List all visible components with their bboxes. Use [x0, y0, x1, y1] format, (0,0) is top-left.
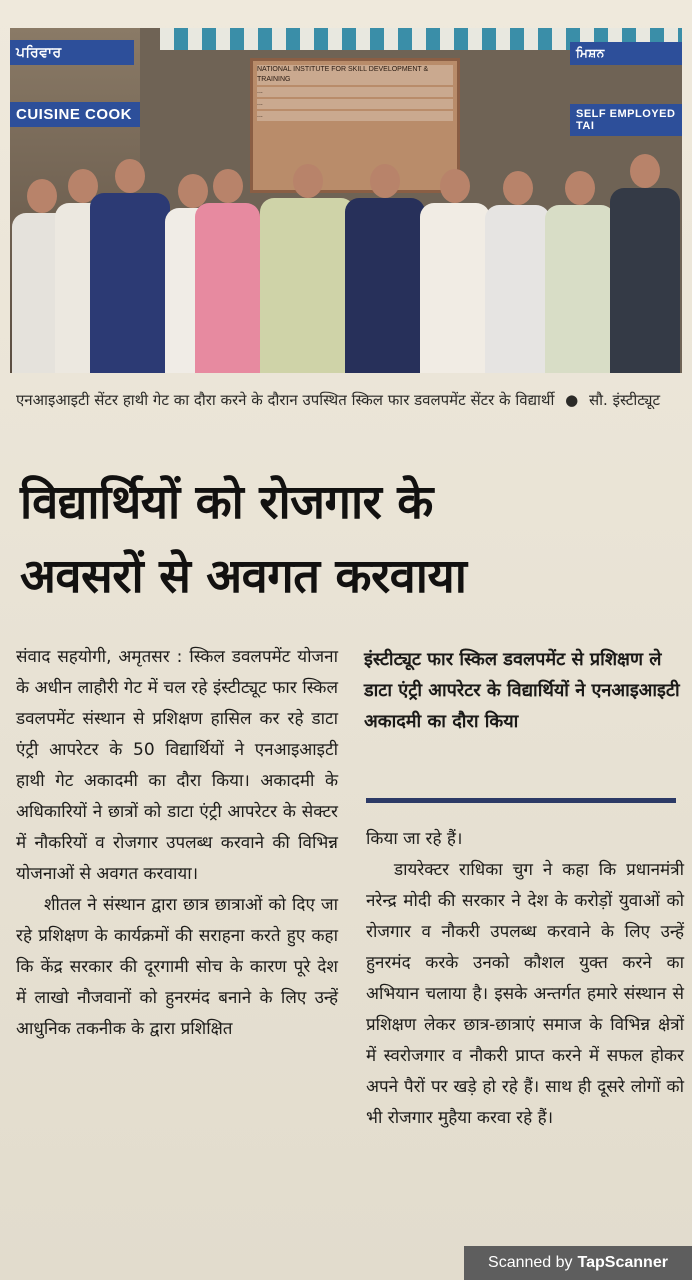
divider — [366, 798, 676, 803]
photo-group-of-students — [10, 143, 682, 373]
headline-line: विद्यार्थियों को रोजगार के — [20, 475, 433, 530]
watermark-prefix: Scanned by — [488, 1254, 573, 1271]
article-paragraph: किया जा रहे हैं। — [366, 829, 463, 849]
photo-sign: SELF EMPLOYED TAI — [570, 104, 682, 136]
headline — [20, 466, 680, 614]
photo-sign: ਮਿਸ਼ਨ — [570, 42, 682, 65]
board-line: ... — [257, 111, 453, 121]
photo-sign: ਪਰਿਵਾਰ — [10, 40, 134, 65]
article-paragraph: संवाद सहयोगी, अमृतसर : स्किल डवलपमेंट योजना के अधीन लाहौरी गेट में चल रहे इंस्टीट्यूट फार स्किल डवलपमेंट संस्थान से प्रशिक्षण हासिल कर रहे डाटा एंट्री आपरेटर के 50 विद्यार्थियों ने एनआइआइटी हाथी गेट अकादमी का दौरा किया। अकादमी के अधिकारियों ने छात्रों को डाटा एंट्री आपरेटर के सेक्टर में नौकरियों व रोजगार उपलब्ध करवाने की विभिन्न योजनाओं से अवगत करवाया। — [16, 647, 338, 884]
article-paragraph: डायरेक्टर राधिका चुग ने कहा कि प्रधानमंत्री नरेन्द्र मोदी की सरकार ने देश के करोड़ों युवाओं को रोजगार व नौकरी उपलब्ध करवाने के लिए उन्हें हुनरमंद करके उनको कौशल युक्त करने का अभियान चलाया है। इसके अन्तर्गत हमारे संस्थान से प्रशिक्षण लेकर छात्र-छात्राएं समाज के विभिन्न क्षेत्रों में स्वरोजगार व नौकरी प्राप्त करने में सफल होकर अपने पैरों पर खड़े हो रहे हैं। साथ ही दूसरे लोगों को भी रोजगार मुहैया करवा रहे हैं। — [366, 860, 684, 1128]
watermark-brand: TapScanner — [577, 1254, 668, 1271]
bullet-icon: ● — [565, 391, 579, 409]
pull-quote: इंस्टीट्यूट फार स्किल डवलपमेंट से प्रशिक्षण ले डाटा एंट्री आपरेटर के विद्यार्थियों ने एनआइआइटी अकादमी का दौरा किया — [364, 649, 680, 732]
board-line: NATIONAL INSTITUTE FOR SKILL DEVELOPMENT & TRAINING — [257, 65, 453, 85]
caption-text: एनआइआइटी सेंटर हाथी गेट का दौरा करने के दौरान उपस्थित स्किल फार डवलपमेंट सेंटर के विद्यार्थी — [16, 391, 555, 409]
board-line: ... — [257, 99, 453, 109]
photo-credit: सौ. इंस्टीट्यूट — [589, 391, 661, 409]
article-column-left — [16, 642, 338, 1045]
article-paragraph: शीतल ने संस्थान द्वारा छात्र छात्राओं को दिए जा रहे प्रशिक्षण के कार्यक्रमों की सराहना करते हुए कहा कि केंद्र सरकार की दूरगामी सोच के कारण पूरे देश में लाखो नौजवानों को हुनरमंद बनाने के लिए उन्हें आधुनिक तकनीक के द्वारा प्रशिक्षित — [16, 895, 338, 1039]
news-photo — [10, 28, 682, 373]
photo-caption — [16, 388, 681, 412]
scanner-watermark — [464, 1246, 692, 1280]
headline-line: अवसरों से अवगत करवाया — [20, 549, 467, 604]
article-column-right — [366, 824, 684, 1134]
board-line: ... — [257, 87, 453, 97]
photo-sign: CUISINE COOK — [10, 102, 140, 127]
